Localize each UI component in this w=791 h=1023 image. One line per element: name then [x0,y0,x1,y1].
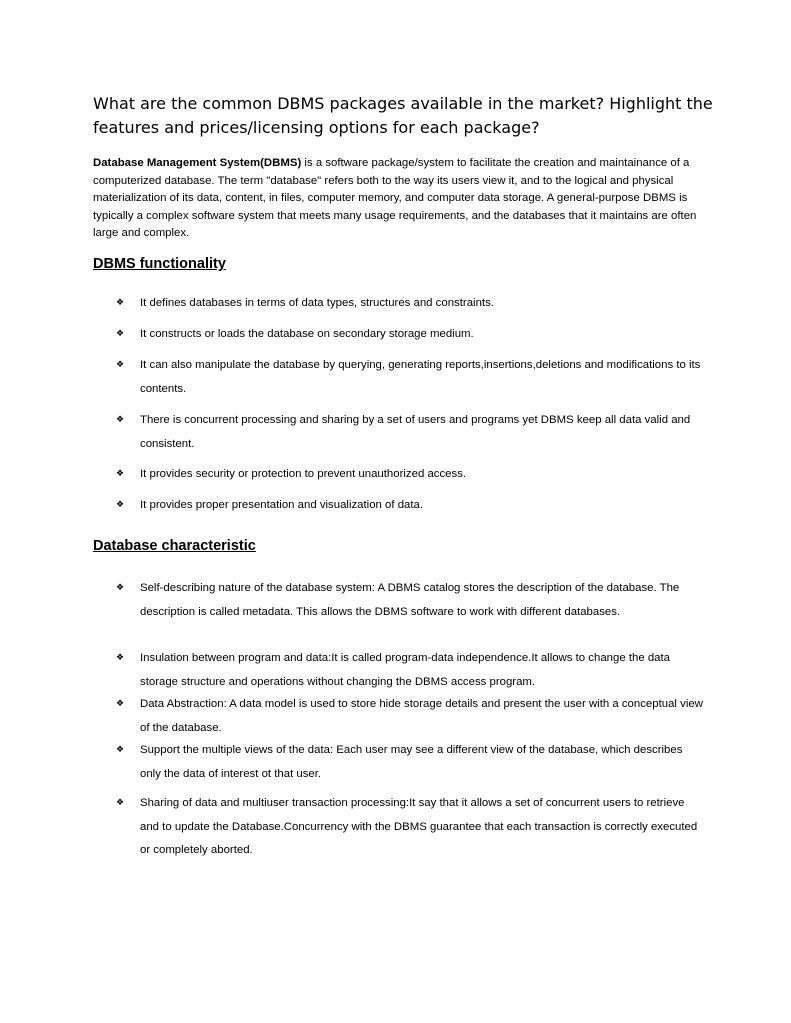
diamond-bullet-icon: ❖ [116,298,125,308]
list-item [116,409,706,456]
list-item [116,577,706,624]
list-item [116,494,706,518]
diamond-bullet-icon: ❖ [116,653,125,663]
document-title: What are the common DBMS packages available in the market? Highlight the features and prices/licensing options for each package? [93,94,713,137]
list-item-text: It provides proper presentation and visualization of data. [140,499,424,511]
diamond-bullet-icon: ❖ [116,360,125,370]
diamond-bullet-icon: ❖ [116,745,125,755]
characteristic-heading: Database characteristic [93,538,256,554]
diamond-bullet-icon: ❖ [116,415,125,425]
list-item-text: Data Abstraction: A data model is used to store hide storage details and present the user with a conceptual view of the database. [140,698,703,734]
list-item [116,354,706,401]
list-item [116,463,706,487]
diamond-bullet-icon: ❖ [116,699,125,709]
list-item-text: There is concurrent processing and sharing by a set of users and programs yet DBMS keep all data valid and consistent. [140,414,691,450]
functionality-heading: DBMS functionality [93,256,226,272]
list-item-text: Sharing of data and multiuser transaction processing:It say that it allows a set of concurrent users to retrieve and to update the Database.Concurrency with the DBMS guarantee that each transaction is correctly executed or completely aborted. [140,797,698,856]
list-item-text: It provides security or protection to prevent unauthorized access. [140,468,467,480]
list-item [116,792,706,863]
list-item [116,739,706,786]
diamond-bullet-icon: ❖ [116,798,125,808]
diamond-bullet-icon: ❖ [116,500,125,510]
intro-lead: Database Management System(DBMS) [93,157,302,169]
list-item-text: It can also manipulate the database by querying, generating reports,insertions,deletions and modifications to its contents. [140,359,701,395]
diamond-bullet-icon: ❖ [116,329,125,339]
list-item-text: It defines databases in terms of data types, structures and constraints. [140,297,494,309]
diamond-bullet-icon: ❖ [116,583,125,593]
list-item [116,647,706,694]
list-item [116,323,706,347]
list-item-text: Support the multiple views of the data: Each user may see a different view of the database, which describes only the data of interest ot that user. [140,744,683,780]
list-item [116,292,706,316]
list-item [116,693,706,740]
intro-paragraph [93,155,705,243]
list-item-text: Insulation between program and data:It is called program-data independence.It allows to change the data storage structure and operations without changing the DBMS access program. [140,652,671,688]
diamond-bullet-icon: ❖ [116,469,125,479]
list-item-text: It constructs or loads the database on secondary storage medium. [140,328,474,340]
intro-body: is a software package/system to facilitate the creation and maintainance of a computerized database. The term "database" refers both to the way its users view it, and to the logical and physical materialization of its data, content, in files, computer memory, and computer data storage. A general-purpose DBMS is typically a complex software system that meets many usage requirements, and the databases that it maintains are often large and complex. [93,157,697,240]
list-item-text: Self-describing nature of the database system: A DBMS catalog stores the description of the database. The description is called metadata. This allows the DBMS software to work with different databases. [140,582,680,618]
